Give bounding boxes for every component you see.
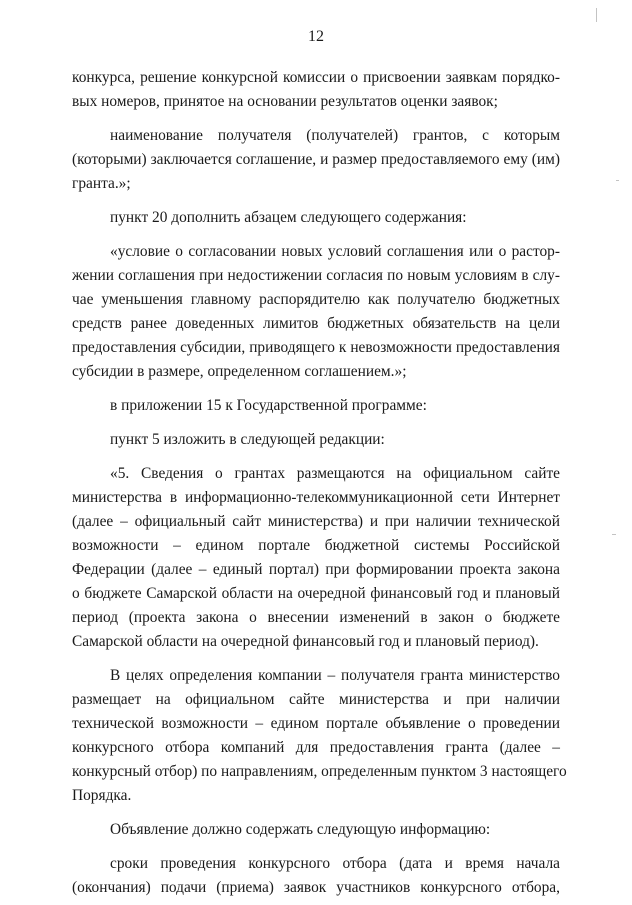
paragraph bbox=[72, 664, 567, 808]
paragraph bbox=[72, 818, 560, 842]
text-line: Порядка. bbox=[72, 787, 132, 804]
document-body bbox=[72, 66, 567, 900]
text-line: гранта.»; bbox=[72, 175, 131, 192]
text-line: чае уменьшения главному распорядителю как получателю бюджетных bbox=[72, 291, 560, 308]
text-line: размещает на официальном сайте министерства и при наличии bbox=[72, 691, 560, 708]
scan-artifact bbox=[596, 8, 597, 22]
text-line: «условие о согласовании новых условий соглашения или о растор- bbox=[110, 243, 560, 260]
paragraph bbox=[72, 66, 560, 114]
text-line: (которыми) заключается соглашение, и размер предоставляемого ему (им) bbox=[72, 151, 560, 168]
paragraph bbox=[72, 852, 560, 900]
text-line: вых номеров, принятое на основании результатов оценки заявок; bbox=[72, 93, 498, 110]
paragraph bbox=[72, 124, 560, 196]
text-line: Самарской области на очередной финансовый год и плановый период). bbox=[72, 633, 539, 650]
scan-artifact bbox=[616, 180, 619, 181]
paragraph bbox=[72, 240, 560, 384]
text-line: о бюджете Самарской области на очередной финансовый год и плановый bbox=[72, 585, 560, 602]
text-line: жении соглашения при недостижении согласия по новым условиям в слу- bbox=[72, 267, 560, 284]
text-line: министерства в информационно-телекоммуникационной сети Интернет bbox=[72, 489, 560, 506]
text-line: В целях определения компании – получателя гранта министерство bbox=[110, 667, 560, 684]
text-line: период (проекта закона о внесении изменений в закон о бюджете bbox=[72, 609, 560, 626]
text-line: пункт 20 дополнить абзацем следующего содержания: bbox=[110, 209, 467, 226]
text-line: субсидии в размере, определенном соглашением.»; bbox=[72, 363, 407, 380]
paragraph bbox=[72, 428, 560, 452]
paragraph bbox=[72, 394, 560, 418]
text-line: Федерации (далее – единый портал) при формировании проекта закона bbox=[72, 561, 560, 578]
text-line: в приложении 15 к Государственной программе: bbox=[110, 397, 427, 414]
scan-artifact bbox=[612, 534, 616, 535]
text-line: средств ранее доведенных лимитов бюджетных обязательств на цели bbox=[72, 315, 560, 332]
text-line: технической возможности – едином портале объявление о проведении bbox=[72, 715, 560, 732]
text-line: сроки проведения конкурсного отбора (дата и время начала bbox=[110, 855, 560, 872]
text-line: «5. Сведения о грантах размещаются на официальном сайте bbox=[110, 465, 560, 482]
text-line: конкурсный отбор) по направлениям, определенным пунктом 3 настоящего bbox=[72, 763, 567, 780]
text-line: Объявление должно содержать следующую информацию: bbox=[110, 821, 491, 838]
paragraph bbox=[72, 462, 560, 654]
text-line: предоставления субсидии, приводящего к невозможности предоставления bbox=[72, 339, 560, 356]
text-line: пункт 5 изложить в следующей редакции: bbox=[110, 431, 385, 448]
text-line: конкурсного отбора компаний для предоставления гранта (далее – bbox=[72, 739, 560, 756]
text-line: (окончания) подачи (приема) заявок участников конкурсного отбора, bbox=[72, 879, 560, 896]
page-number: 12 bbox=[308, 28, 324, 45]
paragraph bbox=[72, 206, 560, 230]
text-line: (далее – официальный сайт министерства) и при наличии технической bbox=[72, 513, 560, 530]
text-line: возможности – едином портале бюджетной системы Российской bbox=[72, 537, 560, 554]
text-line: конкурса, решение конкурсной комиссии о присвоении заявкам порядко- bbox=[72, 69, 560, 86]
text-line: наименование получателя (получателей) грантов, с которым bbox=[110, 127, 560, 144]
